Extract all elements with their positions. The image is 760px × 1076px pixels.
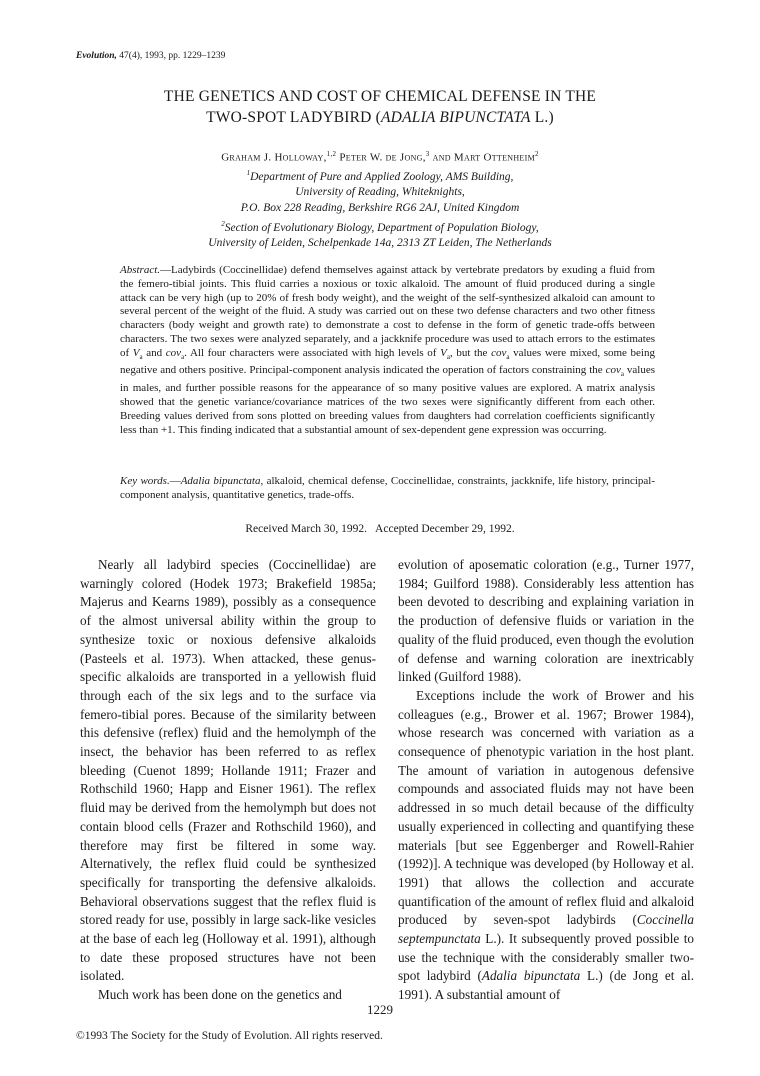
affiliations <box>100 166 660 252</box>
abstract-lead: Abstract. <box>120 264 161 276</box>
author-3: and Mart Ottenheim <box>429 151 535 164</box>
title-line-1: THE GENETICS AND COST OF CHEMICAL DEFENSE IN THE <box>163 88 597 105</box>
received-dates: Received March 30, 1992. Accepted December 29, 1992. <box>245 523 515 535</box>
keywords-lead: Key words. <box>120 475 170 487</box>
abstract-cova: cov <box>165 346 182 359</box>
body-text: L.) (de Jong et al. 1991). A substantial amount of <box>398 968 694 1003</box>
keywords-text: alkaloid, chemical defense, Coccinellidae, constraints, jackknife, life history, principal-component analysis, quantitative genetics, trade-offs. <box>120 475 655 501</box>
affiliation-line-1 <box>100 166 660 185</box>
body-text: Exceptions include the work of Brower and his colleagues (e.g., Brower et al. 1967; Brower 1984), whose research was concerned with variation as a consequence of phenotypic variation in the host plant. The amount of variation in autogenous defensive compounds and associated fluids may not have been addressed in so much detail because of the difficulty usually experienced in collecting and quantifying these materials [but see Eggenberger and Rowell-Rahier (1992)]. A technique was developed (by Holloway et al. 1991) that allows the collection and accurate quantification of the amount of reflex fluid and alkaloid produced by seven-spot ladybirds ( <box>398 687 694 928</box>
affiliation-2-text: Section of Evolutionary Biology, Department of Population Biology, <box>224 221 539 234</box>
title-suffix: L.) <box>530 109 554 126</box>
abstract-va: V <box>132 346 140 359</box>
species-name: Adalia bipunctata <box>481 968 581 984</box>
affiliation-1-sup: 1 <box>246 169 251 177</box>
copyright-notice: ©1993 The Society for the Study of Evolution. All rights reserved. <box>76 1030 383 1042</box>
title-species: ADALIA BIPUNCTATA <box>381 109 531 126</box>
body-paragraph: evolution of aposematic coloration (e.g., Turner 1977, 1984; Guilford 1988). Considerably less attention has been devoted to describing and explaining variation in the production of defensive fluids or variation in the quality of the fluid produced, even though the evolution of defense and warning coloration are inextricably linked (Guilford 1988). <box>398 557 694 685</box>
affiliation-1-text: Department of Pure and Applied Zoology, AMS Building, <box>250 170 514 183</box>
species-name: Coccinella septempunctata <box>398 912 694 947</box>
author-2: Peter W. de Jong, <box>336 151 426 164</box>
body-paragraph <box>398 687 694 1005</box>
keywords <box>120 475 655 503</box>
abstract-text-1: —Ladybirds (Coccinellidae) defend themselves against attack by vertebrate predators by exuding a fluid from the femero-tibial joints. This fluid carries a noxious or toxic alkaloid. The amount of fluid produced during a single attack can be very high (up to 20% of fresh body weight), and the weight of the self-synthesized alkaloid can amount to several percent of the weight of the fluid. A study was carried out on these two defense characters and two other fitness characters (body weight and growth rate) to demonstrate a cost to defense in the form of genetic trade-offs between characters. The two sexes were analyzed separately, and a jackknife procedure was used to attach errors to the estimates of <box>120 264 655 359</box>
keywords-dash: — <box>169 475 181 487</box>
abstract-text-3: , but the <box>449 346 492 359</box>
abstract-text-5: values in males, and further possible reasons for the appearance of so many positive values are explored. A matrix analysis showed that the genetic variance/covariance matrices of the two sexes were significantly different from each other. Breeding values derived from sons plotted on breeding values from daughters had correlation coefficients significantly less than +1. This finding indicated that a substantial amount of sex-dependent gene expression was occurring. <box>120 364 655 436</box>
abstract-cova-3-sub: a <box>620 370 624 379</box>
affiliation-line-3: P.O. Box 228 Reading, Berkshire RG6 2AJ, United Kingdom <box>240 202 520 215</box>
author-2-sup: 3 <box>425 150 430 158</box>
abstract-cova-2-sub: a <box>506 352 510 361</box>
journal-name: Evolution, <box>76 51 117 61</box>
abstract-and: and <box>142 346 166 359</box>
abstract-va-2: V <box>440 346 447 359</box>
abstract-text-2: . All four characters were associated with high levels of <box>184 346 441 359</box>
body-paragraph: Much work has been done on the genetics and <box>98 987 342 1003</box>
paper-title <box>100 86 660 128</box>
body-text: L.). It subsequently proved possible to use the technique with the considerably smaller two-spot ladybird ( <box>398 931 694 984</box>
body-paragraph: Nearly all ladybird species (Coccinellidae) are warningly colored (Hodek 1973; Brakefield 1985a; Majerus and Kearns 1989), possibly as a consequence of the almost universal ability within the group to synthesize toxic or noxious defensive alkaloids (Pasteels et al. 1973). When attacked, these genus-specific alkaloids are transported in a yellowish fluid through each of the six legs and to the surface via femero-tibial pores. Because of the similarity between this defensive (reflex) fluid and the hemolymph of the insect, the behavior has been referred to as reflex bleeding (Cuenot 1899; Hollande 1911; Frazer and Rothschild 1960; Happ and Eisner 1961). The reflex fluid may be derived from the hemolymph but does not contain blood cells (Frazer and Rothschild 1960), and therefore may first be filtered in some way. Alternatively, the reflex fluid could be synthesized specifically for transporting the defensive alkaloids. Behavioral observations suggest that the reflex fluid is stored ready for use, possibly in large sack-like vesicles at the base of each leg (Holloway et al. 1991), although to date these proposed structures have not been isolated. <box>80 557 376 984</box>
abstract-text-4: values were mixed, some being negative and others positive. Principal-component analysis indicated the operation of factors constraining the <box>120 346 655 377</box>
journal-citation <box>76 51 225 61</box>
abstract-cova-sub: a <box>181 352 185 361</box>
affiliation-2-sup: 2 <box>221 219 225 228</box>
abstract-va-2-sub: a <box>446 352 450 361</box>
title-prefix: TWO-SPOT LADYBIRD ( <box>206 109 382 126</box>
abstract-cova-2: cov <box>491 346 507 359</box>
page-number: 1229 <box>367 1002 393 1017</box>
title-line-2 <box>100 107 660 128</box>
author-list <box>100 150 660 164</box>
body-column-right <box>398 556 694 1005</box>
affiliation-line-4 <box>100 217 660 236</box>
abstract-va-sub: a <box>139 352 143 361</box>
author-3-sup: 2 <box>535 150 539 158</box>
affiliation-line-2: University of Reading, Whiteknights, <box>295 186 465 199</box>
body-column-left <box>80 556 376 1005</box>
journal-volume-pages: 47(4), 1993, pp. 1229–1239 <box>119 51 226 61</box>
abstract <box>120 264 655 437</box>
author-1: Graham J. Holloway, <box>221 151 327 164</box>
keywords-species: Adalia bipunctata, <box>180 475 264 487</box>
author-1-sup: 1,2 <box>326 150 337 158</box>
abstract-cova-3: cov <box>605 364 621 377</box>
affiliation-line-5: University of Leiden, Schelpenkade 14a, 2313 ZT Leiden, The Netherlands <box>208 237 552 250</box>
